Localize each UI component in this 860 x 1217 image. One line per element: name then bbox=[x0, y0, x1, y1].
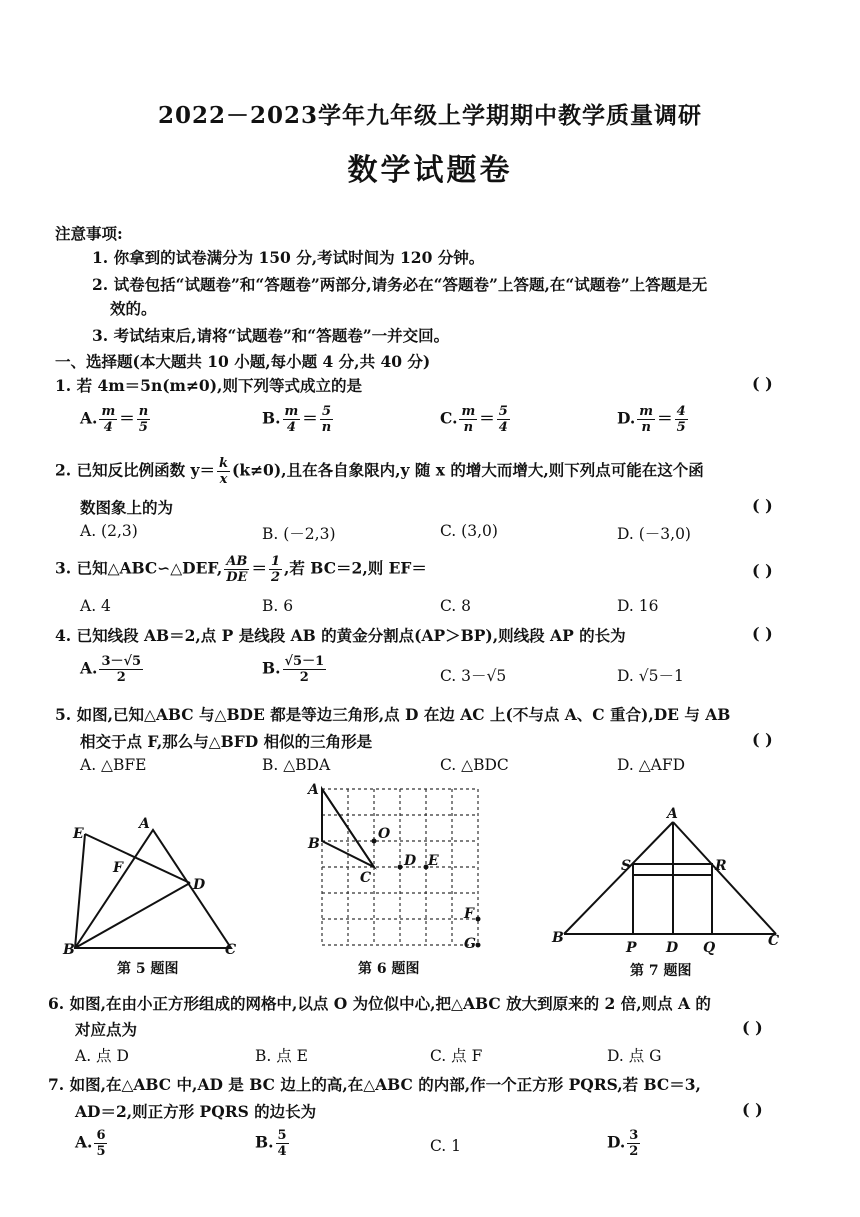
fig5-label-a: A bbox=[139, 816, 150, 832]
fig7-side-ab bbox=[564, 822, 673, 934]
exam-subtitle: 数学试题卷 bbox=[347, 153, 513, 188]
q5-stem-2: 相交于点 F,那么与△BFD 相似的三角形是 bbox=[80, 732, 373, 751]
fig6-label-a: A bbox=[308, 782, 319, 798]
q6-option-c: C. 点 F bbox=[430, 1047, 483, 1065]
q2-option-b: B. (－2,3) bbox=[262, 525, 336, 543]
q3-option-d: D. 16 bbox=[617, 597, 659, 615]
q2-stem-cont: 数图象上的为 bbox=[80, 498, 174, 517]
fig6-label-f: F bbox=[464, 906, 474, 922]
q4-option-c: C. 3－√5 bbox=[440, 667, 507, 685]
q2-option-a: A. (2,3) bbox=[80, 522, 138, 540]
fig6-point-g bbox=[476, 943, 481, 948]
q2-option-d: D. (－3,0) bbox=[617, 525, 691, 543]
exam-title: 2022－2023学年九年级上学期期中教学质量调研 bbox=[157, 102, 703, 129]
fig7-label-d: D bbox=[666, 940, 679, 956]
q4-option-a: A. $\frac{3-√5}{2}$ bbox=[80, 654, 142, 685]
q5-option-b: B. △BDA bbox=[262, 756, 331, 774]
fig7-label-r: R bbox=[715, 858, 727, 874]
q6-option-a: A. 点 D bbox=[75, 1047, 129, 1065]
fig7-label-a: A bbox=[667, 806, 678, 822]
q1-stem: 1. 若 4m＝5n(m≠0),则下列等式成立的是 bbox=[55, 376, 362, 395]
q1-option-c: C. $\frac{m}{n}$ ＝ $\frac{5}{4}$ bbox=[440, 404, 508, 435]
q5-stem-1: 5. 如图,已知△ABC 与△BDE 都是等边三角形,点 D 在边 AC 上(不与点 A、C 重合),DE 与 AB bbox=[55, 705, 731, 724]
fig7-label-b: B bbox=[552, 930, 564, 946]
q7-stem-1: 7. 如图,在△ABC 中,AD 是 BC 边上的高,在△ABC 的内部,作一个正方形 PQRS,若 BC＝3, bbox=[48, 1075, 701, 1094]
figure-6 bbox=[300, 780, 500, 960]
section-heading: 一、选择题(本大题共 10 小题,每小题 4 分,共 40 分) bbox=[55, 352, 431, 371]
q6-option-b: B. 点 E bbox=[255, 1047, 308, 1065]
q2-stem: 2. 已知反比例函数 y＝ $\frac{k}{x}$ (k≠0),且在各自象限内,y 随 x 的增大而增大,则下列点可能在这个函 bbox=[55, 456, 704, 487]
q5-option-c: C. △BDC bbox=[440, 756, 509, 774]
fig6-point-f bbox=[476, 917, 481, 922]
q1-answer-paren: ( ) bbox=[752, 374, 773, 393]
q4-option-b: B. $\frac{√5-1}{2}$ bbox=[262, 654, 325, 685]
fig6-label-c: C bbox=[360, 870, 372, 886]
q6-option-d: D. 点 G bbox=[607, 1047, 662, 1065]
q4-answer-paren: ( ) bbox=[752, 624, 773, 643]
fig6-label-b: B bbox=[308, 836, 320, 852]
q7-stem-2: AD＝2,则正方形 PQRS 的边长为 bbox=[75, 1102, 317, 1121]
q3-option-a: A. 4 bbox=[80, 597, 111, 615]
q6-stem-1: 6. 如图,在由小正方形组成的网格中,以点 O 为位似中心,把△ABC 放大到原来的 2 倍,则点 A 的 bbox=[48, 994, 711, 1013]
fig5-label-d: D bbox=[193, 877, 206, 893]
q4-option-d: D. √5－1 bbox=[617, 667, 684, 685]
q3-option-b: B. 6 bbox=[262, 597, 294, 615]
q7-option-a: A. $\frac{6}{5}$ bbox=[75, 1128, 106, 1159]
q1-option-a: A. $\frac{m}{4}$ ＝ $\frac{n}{5}$ bbox=[80, 404, 149, 435]
fig7-label-s: S bbox=[621, 858, 632, 874]
note-item-2: 2. 试卷包括“试题卷”和“答题卷”两部分,请务必在“答题卷”上答题,在“试题卷”上答题是无 bbox=[92, 275, 708, 294]
fig7-label-q: Q bbox=[703, 940, 716, 956]
q7-option-b: B. $\frac{5}{4}$ bbox=[255, 1128, 287, 1159]
q2-option-c: C. (3,0) bbox=[440, 522, 498, 540]
q2-answer-paren: ( ) bbox=[752, 496, 773, 515]
q3-stem: 3. 已知△ABC∽△DEF, $\frac{AB}{DE}$ ＝ $\frac{1}{2}$ ,若 BC＝2,则 EF＝ bbox=[55, 554, 427, 585]
fig6-caption: 第 6 题图 bbox=[358, 961, 420, 977]
fig5-label-b: B bbox=[63, 942, 75, 958]
fig5-segment-ed bbox=[85, 834, 190, 883]
q6-answer-paren: ( ) bbox=[742, 1018, 763, 1037]
fig5-label-f: F bbox=[113, 860, 123, 876]
notes-heading: 注意事项: bbox=[55, 224, 123, 243]
note-item-2-cont: 效的。 bbox=[110, 299, 157, 318]
q1-option-d: D. $\frac{m}{n}$ ＝ $\frac{4}{5}$ bbox=[617, 404, 686, 435]
q5-option-d: D. △AFD bbox=[617, 756, 686, 774]
fig7-caption: 第 7 题图 bbox=[630, 963, 692, 979]
fig5-triangle-abc bbox=[75, 830, 231, 948]
fig5-caption: 第 5 题图 bbox=[117, 961, 179, 977]
fig6-point-d bbox=[398, 865, 403, 870]
q3-answer-paren: ( ) bbox=[752, 561, 773, 580]
q7-option-c: C. 1 bbox=[430, 1137, 462, 1155]
q5-answer-paren: ( ) bbox=[752, 730, 773, 749]
figure-5 bbox=[55, 810, 255, 965]
q5-option-a: A. △BFE bbox=[80, 756, 147, 774]
fig6-label-o: O bbox=[378, 826, 391, 842]
note-item-3: 3. 考试结束后,请将“试题卷”和“答题卷”一并交回。 bbox=[92, 326, 450, 345]
figure-7 bbox=[550, 800, 790, 960]
q1-option-b: B. $\frac{m}{4}$ ＝ $\frac{5}{n}$ bbox=[262, 404, 332, 435]
fig5-label-c: C bbox=[225, 942, 237, 958]
q7-option-d: D. $\frac{3}{2}$ bbox=[607, 1128, 639, 1159]
fig6-label-e: E bbox=[428, 853, 439, 869]
q3-option-c: C. 8 bbox=[440, 597, 472, 615]
fig5-segment-bd bbox=[75, 883, 190, 948]
fig5-label-e: E bbox=[73, 826, 84, 842]
fig7-side-ac bbox=[673, 822, 776, 934]
fig7-label-p: P bbox=[626, 940, 637, 956]
q4-stem: 4. 已知线段 AB＝2,点 P 是线段 AB 的黄金分割点(AP＞BP),则线段 AP 的长为 bbox=[55, 626, 626, 645]
fig6-label-d: D bbox=[404, 853, 417, 869]
note-item-1: 1. 你拿到的试卷满分为 150 分,考试时间为 120 分钟。 bbox=[92, 248, 485, 267]
q6-stem-2: 对应点为 bbox=[75, 1020, 138, 1039]
fig7-label-c: C bbox=[768, 933, 780, 949]
fig6-label-g: G bbox=[464, 936, 476, 952]
fig6-point-o bbox=[372, 839, 377, 844]
q7-answer-paren: ( ) bbox=[742, 1100, 763, 1119]
